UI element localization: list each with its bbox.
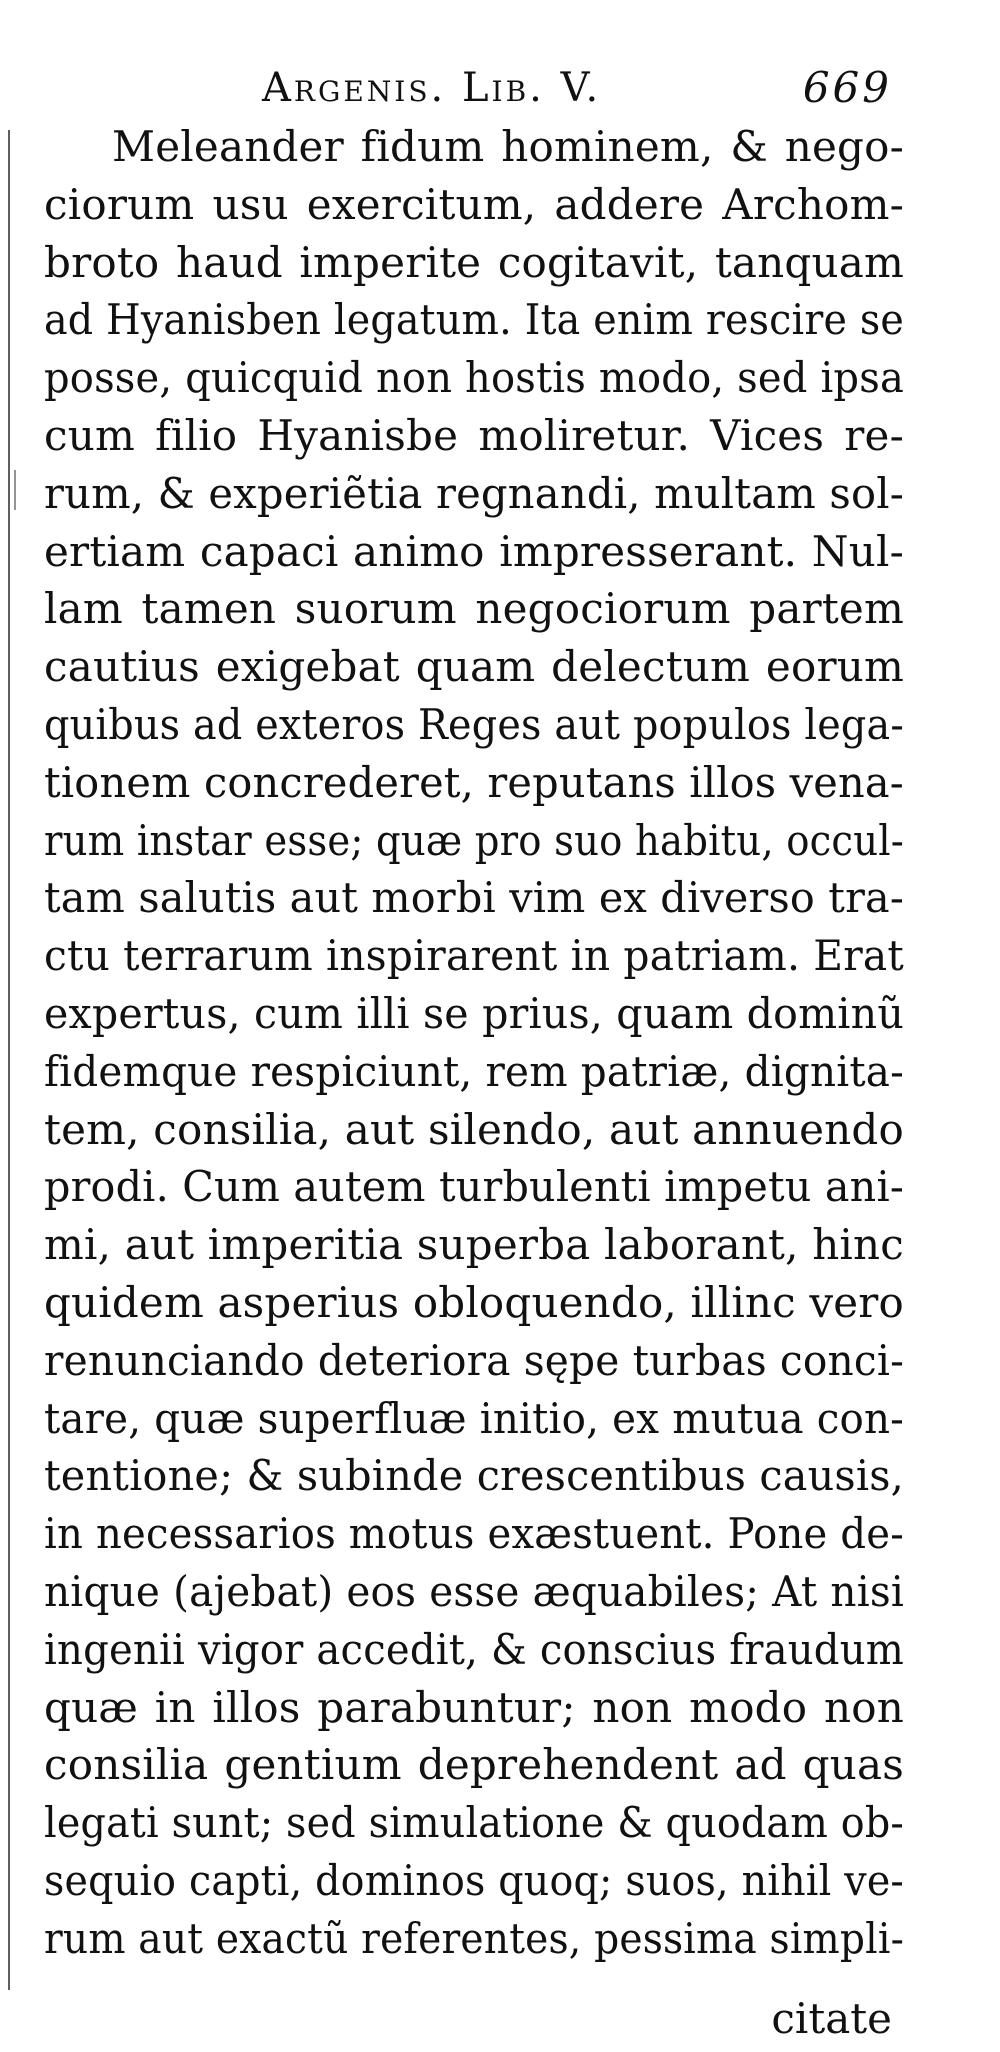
text-line: posse, quicquid non hostis modo, sed ipsa [44, 353, 904, 403]
text-line: consilia gentium deprehendent ad quas [44, 1740, 904, 1790]
text-line: ctu terrarum inspirarent in patriam. Erat [44, 931, 904, 981]
text-line: in necessarios motus exæstuent. Pone de- [44, 1509, 904, 1559]
text-line: rum, & experiẽtia regnandi, multam sol- [44, 468, 904, 518]
text-line: ingenii vigor accedit, & conscius fraudum [44, 1624, 904, 1674]
text-line: ertiam capaci animo impresserant. Nul- [44, 526, 904, 576]
text-line: tam salutis aut morbi vim ex diverso tra- [44, 873, 904, 923]
text-line: cautius exigebat quam delectum eorum [44, 642, 904, 692]
text-line: nique (ajebat) eos esse æquabiles; At nisi [44, 1566, 904, 1616]
running-title: Argenis. Lib. V. [262, 65, 602, 111]
text-line: quidem asperius obloquendo, illinc vero [44, 1277, 904, 1327]
body-text [44, 118, 904, 1968]
text-line: ciorum usu exercitum, addere Archom- [44, 179, 904, 229]
text-line: rum instar esse; quæ pro suo habitu, occul- [44, 815, 904, 865]
text-line: fidemque respiciunt, rem patriæ, dignita- [44, 1046, 904, 1096]
text-line: quibus ad exteros Reges aut populos lega- [44, 699, 904, 749]
text-line: lam tamen suorum negociorum partem [44, 584, 904, 634]
text-line: cum filio Hyanisbe moliretur. Vices re- [44, 410, 904, 460]
text-line: rum aut exactũ referentes, pessima simpli- [44, 1913, 904, 1963]
page-number: 669 [802, 63, 892, 112]
text-line: mi, aut imperitia superba laborant, hinc [44, 1220, 904, 1270]
text-line: tentione; & subinde crescentibus causis, [44, 1451, 904, 1501]
catchword: citate [771, 1994, 892, 2043]
binding-gutter-line [8, 130, 10, 1990]
binding-gutter-mark [14, 470, 16, 510]
text-line: quæ in illos parabuntur; non modo non [44, 1682, 904, 1732]
text-line: sequio capti, dominos quoq; suos, nihil ve- [44, 1855, 904, 1905]
text-line: ad Hyanisben legatum. Ita enim rescire se [44, 295, 904, 345]
text-line: broto haud imperite cogitavit, tanquam [44, 237, 904, 287]
text-line: legati sunt; sed simulatione & quodam ob- [44, 1798, 904, 1848]
text-line: Meleander fidum hominem, & nego- [112, 122, 904, 171]
text-line: tem, consilia, aut silendo, aut annuendo [44, 1104, 904, 1154]
running-head [262, 58, 892, 118]
text-line: renunciando deteriora sępe turbas conci- [44, 1335, 904, 1385]
text-line: tare, quæ superfluæ initio, ex mutua con- [44, 1393, 904, 1443]
text-line: prodi. Cum autem turbulenti impetu ani- [44, 1162, 904, 1212]
text-line: expertus, cum illi se prius, quam dominũ [44, 988, 904, 1038]
text-line: tionem concrederet, reputans illos vena- [44, 757, 904, 807]
